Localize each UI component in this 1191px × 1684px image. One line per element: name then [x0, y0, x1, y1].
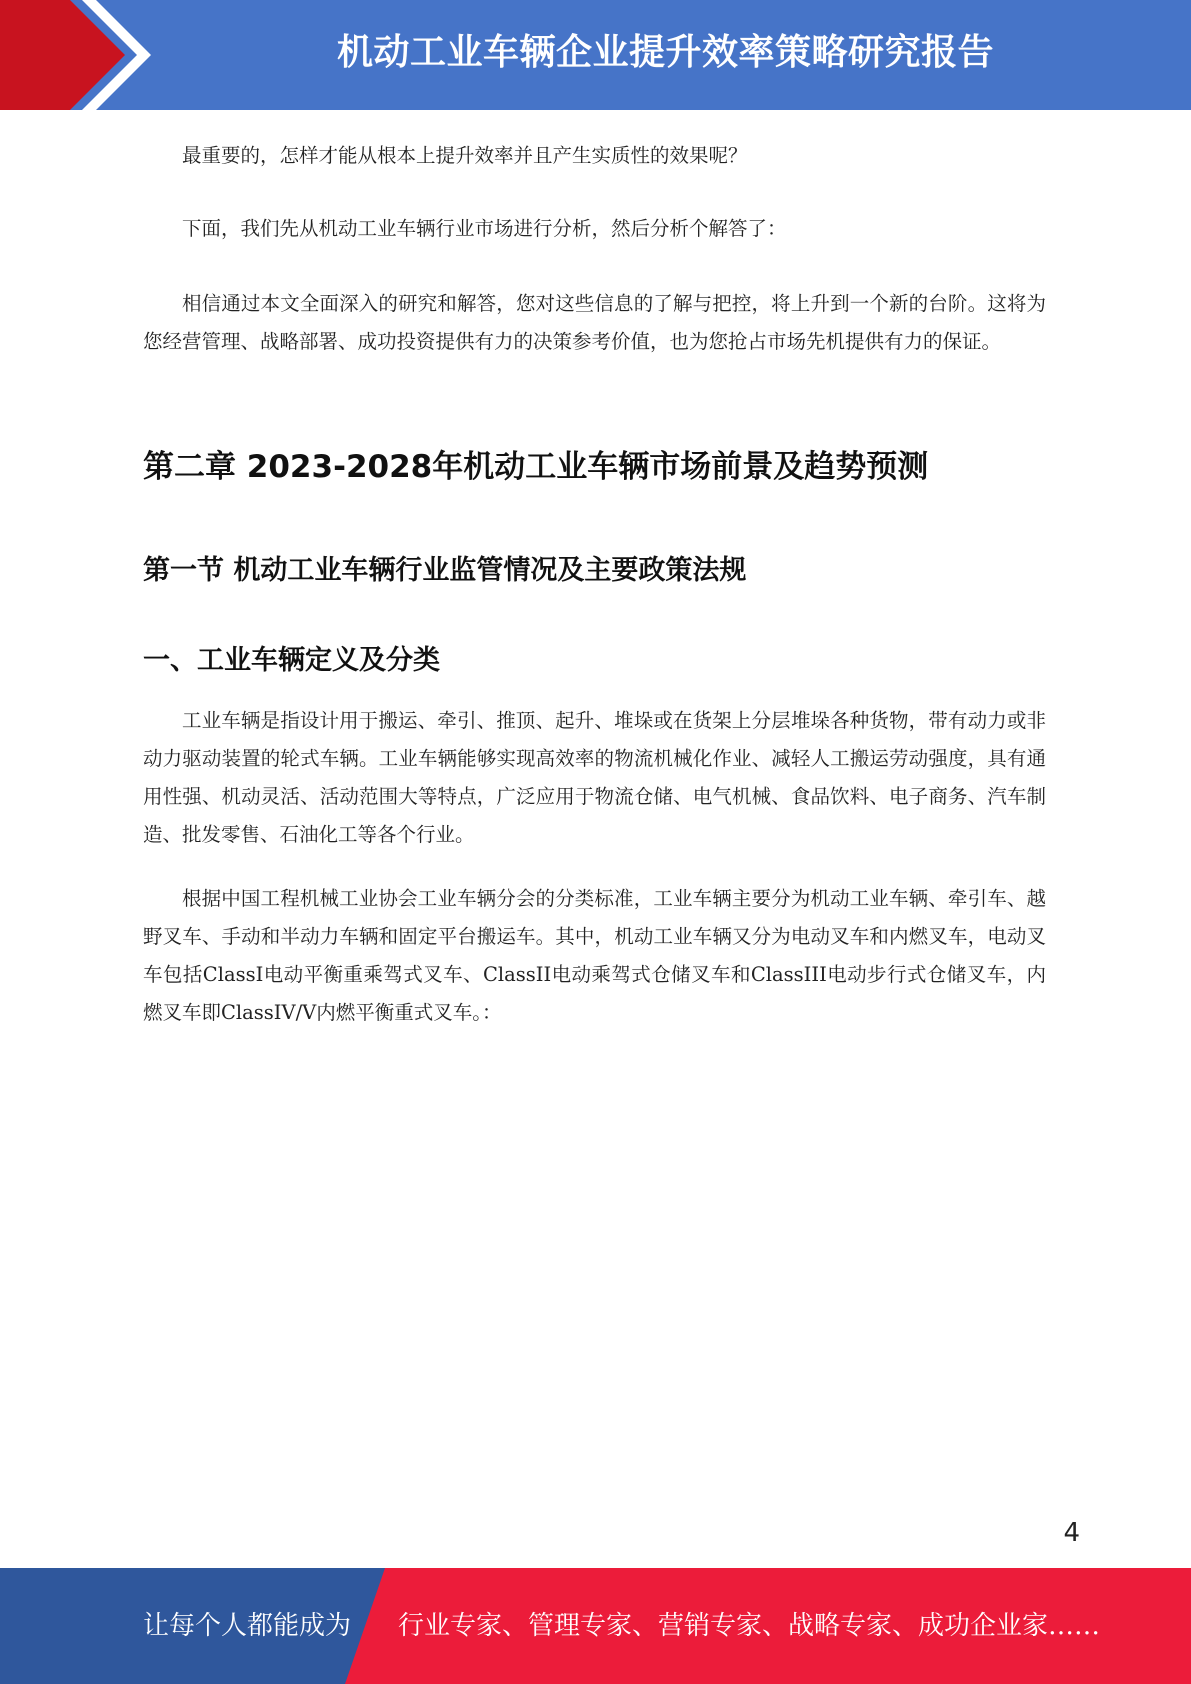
intro-paragraph-2: 下面，我们先从机动工业车辆行业市场进行分析，然后分析个解答了： [182, 217, 787, 240]
header-arrow-decoration [0, 0, 160, 110]
body-paragraph-2: 根据中国工程机械工业协会工业车辆分会的分类标准，工业车辆主要分为机动工业车辆、牵引车、越野叉车、手动和半动力车辆和固定平台搬运车。其中，机动工业车辆又分为电动叉车和内燃叉车，电动叉车包括ClassI电动平衡重乘驾式叉车、ClassII电动乘驾式仓储叉车和ClassIII电动步行式仓储叉车，内燃叉车即ClassIV/V内燃平衡重式叉车。： [143, 887, 1046, 1024]
footer-slogan-right: 行业专家、管理专家、营销专家、战略专家、成功企业家…… [398, 1611, 1101, 1641]
intro-paragraph-3: 相信通过本文全面深入的研究和解答，您对这些信息的了解与把控，将上升到一个新的台阶。这将为您经营管理、战略部署、成功投资提供有力的决策参考价值，也为您抢占市场先机提供有力的保证。 [143, 292, 1046, 353]
footer-slogan-left: 让每个人都能成为 [143, 1611, 352, 1641]
section-title: 第一节 机动工业车辆行业监管情况及主要政策法规 [143, 555, 747, 586]
intro-paragraph-1: 最重要的，怎样才能从根本上提升效率并且产生实质性的效果呢？ [182, 144, 748, 167]
page-number: 4 [1063, 1518, 1080, 1548]
header-banner [0, 0, 1191, 110]
body-paragraph-1: 工业车辆是指设计用于搬运、牵引、推顶、起升、堆垛或在货架上分层堆垛各种货物，带有动力或非动力驱动装置的轮式车辆。工业车辆能够实现高效率的物流机械化作业、减轻人工搬运劳动强度，具有通用性强、机动灵活、活动范围大等特点，广泛应用于物流仓储、电气机械、食品饮料、电子商务、汽车制造、批发零售、石油化工等各个行业。 [143, 709, 1046, 846]
chapter-title: 第二章 2023-2028年机动工业车辆市场前景及趋势预测 [143, 449, 929, 485]
subsection-title: 一、工业车辆定义及分类 [143, 645, 440, 676]
report-title: 机动工业车辆企业提升效率策略研究报告 [336, 32, 994, 73]
footer-banner [0, 1568, 1191, 1684]
